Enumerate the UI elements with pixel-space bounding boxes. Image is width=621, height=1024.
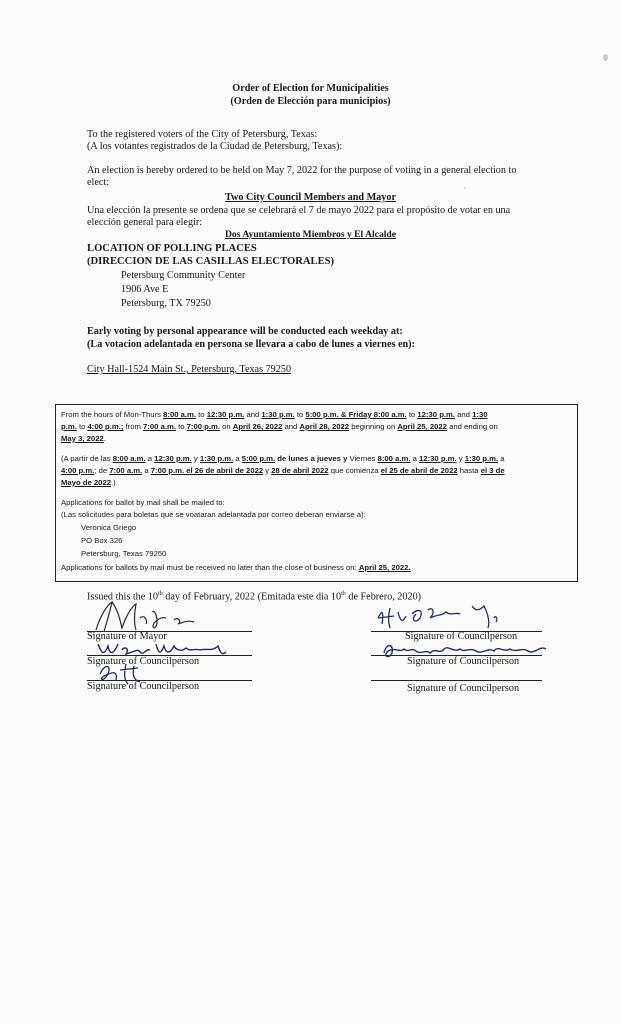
signature-label-mayor: Signature of Mayor [87,631,167,642]
early-voting-es: (La votacion adelantada en persona se llevara a cabo de lunes a viernes en): [87,339,415,350]
early-voting-location: City Hall-1524 Main St., Petersburg, Texas 79250 [87,364,292,375]
issued-date: Issued this the 10th day of February, 2022 (Emitada este dia 10th de Febrero, 2020) [87,591,422,603]
mail-address-box: PO Box 326 [81,536,123,545]
office-en: Two City Council Members and Mayor [224,192,396,203]
early-voting-en: Early voting by personal appearance will be conducted each weekday at: [87,326,403,337]
polling-address-line-2: 1906 Ave E [121,284,169,295]
hours-en-line-3: May 3, 2022. [61,434,106,443]
hours-en-line-1: From the hours of Mon-Thurs 8:00 a.m. to 12:30 p.m. and 1:30 p.m. to 5:00 p.m. & Friday 8:00 a.m. to 12:30 p.m. and 1:30 [61,410,488,419]
polling-heading-es: (DIRECCION DE LAS CASILLAS ELECTORALES) [87,256,335,267]
signature-line-council-right-3 [371,680,542,681]
document-subtitle: (Orden de Elección para municipios) [230,96,391,107]
hours-es-line-2: 4:00 p.m.; de 7:00 a.m. a 7:00 p.m. el 26 de abril de 2022 y 28 de abril 2022 que comienza el 25 de abril de 2022 hasta el 3 de [61,466,505,475]
mail-deadline: Applications for ballots by mail must be received no later than the close of business on: April 25, 2022. [61,563,411,572]
order-text-es-2: elección general para elegir: [87,217,203,228]
mayor-handwritten-signature [82,596,232,636]
mail-address-name: Veronica Griego [81,523,137,532]
polling-address-line-1: Petersburg Community Center [121,270,246,281]
hours-es-line-1: (A partir de las 8:00 a.m. a 12:30 p.m. y 1:30 p.m. a 5:00 p.m. de lunes a jueves y Viernes 8:00 a.m. a 12:30 p.m. y 1:30 p.m. a [61,454,505,463]
signature-label-council-right-2: Signature of Councilperson [407,656,520,667]
office-es: Dos Ayuntamiento Miembros y El Alcalde [225,229,396,240]
scan-speck [464,187,466,189]
salutation-es: (A los votantes registrados de la Ciudad de Petersburg, Texas): [87,141,343,152]
early-voting-hours-box [55,404,578,582]
signature-label-council-right-1: Signature of Councilperson [405,631,518,642]
mail-instructions-en: Applications for ballot by mail shall be mailed to: [61,498,225,507]
mail-address-city: Petersburg, Texas 79250 [81,549,167,558]
hours-es-line-3: Mayo de 2022.) [61,478,116,487]
polling-heading-en: LOCATION OF POLLING PLACES [87,243,257,254]
hours-en-line-2: p.m. to 4:00 p.m.; from 7:00 a.m. to 7:00 p.m. on April 26, 2022 and April 28, 2022 beginning on April 25, 2022 and ending on [61,422,498,431]
order-text-en-2: elect: [87,177,110,188]
document-title: Order of Election for Municipalities [232,83,389,94]
order-text-en-1: An election is hereby ordered to be held on May 7, 2022 for the purpose of voting in a general election to [87,165,517,176]
signature-label-council-left-2: Signature of Councilperson [87,681,200,692]
salutation-en: To the registered voters of the City of Petersburg, Texas: [87,129,318,140]
signature-label-council-left-1: Signature of Councilperson [87,656,200,667]
councilperson-signature-right-1 [372,600,522,634]
signature-label-council-right-3: Signature of Councilperson [407,683,520,694]
scan-smudge [603,54,608,61]
polling-address-line-3: Petersburg, TX 79250 [121,298,211,309]
order-text-es-1: Una elección la presente se ordena que se celebrará el 7 de mayo 2022 para el propósito de votar en una [87,205,511,216]
mail-instructions-es: (Las solicitudes para boletas que se voataran adelantada por correo deberan enviarse a): [61,510,366,519]
